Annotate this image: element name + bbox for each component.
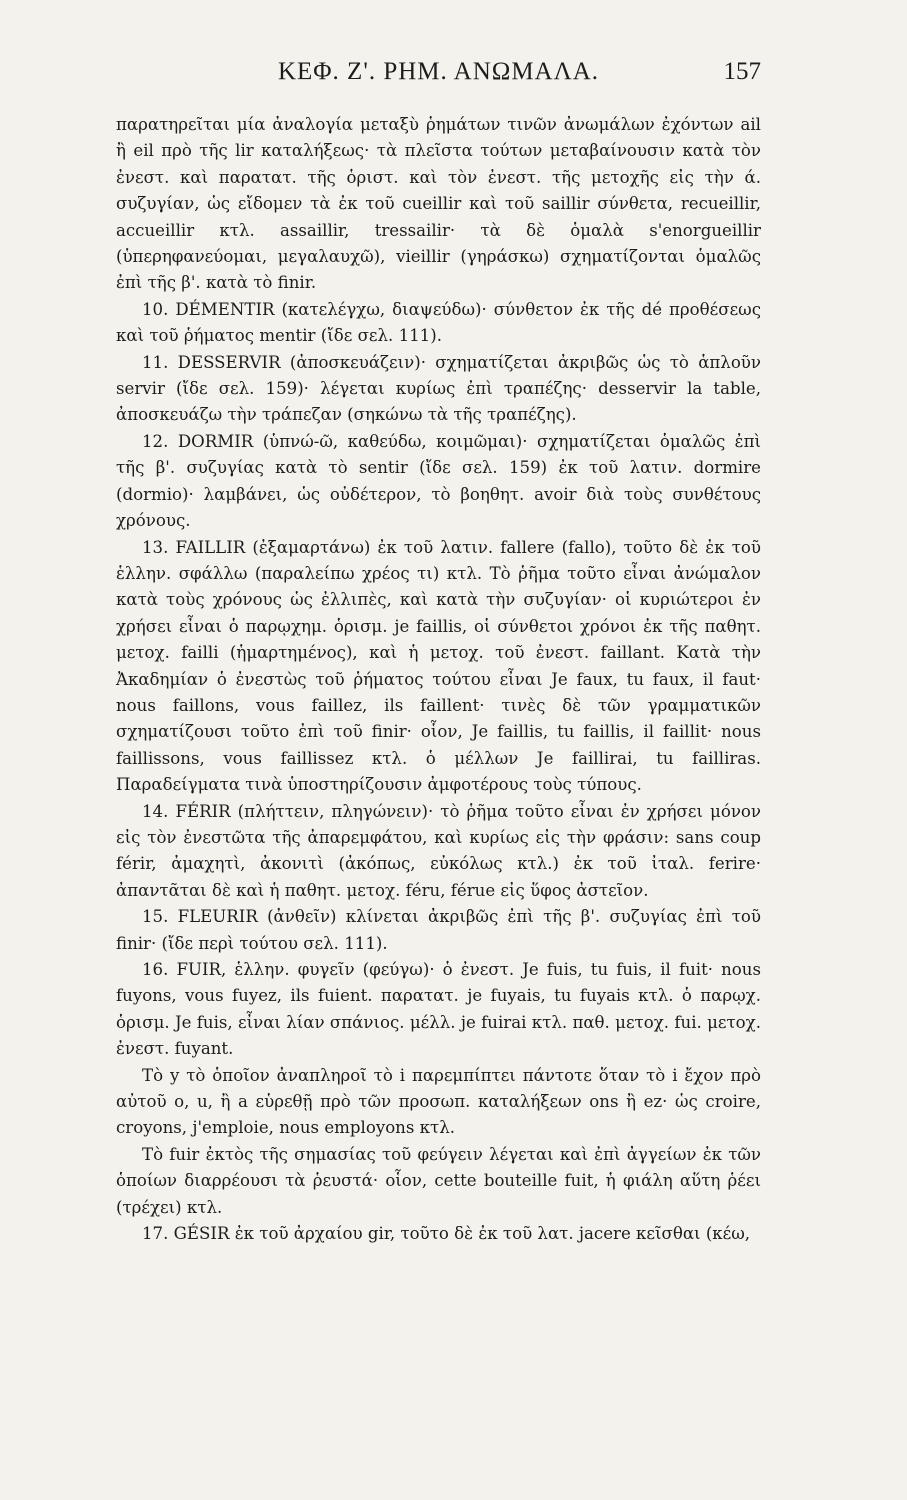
note-fuir-meaning: Τὸ fuir ἐκτὸς τῆς σημασίας τοῦ φεύγειν λέγεται καὶ ἐπὶ ἀγγείων ἐκ τῶν ὁποίων διαρρέουσι τὰ ῥευστά· οἷον, cette bouteille fuit, ἡ φιάλη αὕτη ῥέει (τρέχει) κτλ.: [116, 1144, 761, 1217]
page-header: [116, 58, 761, 104]
note-y-replacement: Τὸ y τὸ ὁποῖον ἀναπληροῖ τὸ i παρεμπίπτει πάντοτε ὅταν τὸ i ἔχον πρὸ αὐτοῦ o, u, ἢ a εὑρεθῇ πρὸ τῶν προσωπ. καταλήξεων ons ἢ ez· ὡς croire, croyons, j'emploie, nous employons κτλ.: [116, 1065, 761, 1138]
page-number: 157: [723, 58, 761, 85]
entry-faillir: 13. FAILLIR (ἐξαμαρτάνω) ἐκ τοῦ λατιν. fallere (fallo), τοῦτο δὲ ἐκ τοῦ ἑλλην. σφάλλω (παραλείπω χρέος τι) κτλ. Τὸ ῥῆμα τοῦτο εἶναι ἀνώμαλον κατὰ τοὺς χρόνους ὡς ἐλλιπὲς, καὶ κατὰ τὴν συζυγίαν· οἱ κυριώτεροι ἐν χρήσει εἶναι ὁ παρῳχημ. ὁρισμ. je faillis, οἱ σύνθετοι χρόνοι ἐκ τῆς παθητ. μετοχ. failli (ἡμαρτημένος), καὶ ἡ μετοχ. τοῦ ἐνεστ. faillant. Κατὰ τὴν Ἀκαδημίαν ὁ ἐνεστὼς τοῦ ῥήματος τούτου εἶναι Je faux, tu faux, il faut· nous faillons, vous faillez, ils faillent· τινὲς δὲ τῶν γραμματικῶν σχηματίζουσι τοῦτο ἐπὶ τοῦ finir· οἷον, Je faillis, tu faillis, il faillit· nous faillissons, vous faillissez κτλ. ὁ μέλλων Je faillirai, tu failliras. Παραδείγματα τινὰ ὑποστηρίζουσιν ἀμφοτέρους τοὺς τύπους.: [116, 537, 761, 795]
entry-desservir: 11. DESSERVIR (ἀποσκευάζειν)· σχηματίζεται ἀκριβῶς ὡς τὸ ἁπλοῦν servir (ἴδε σελ. 159)· λέγεται κυρίως ἐπὶ τραπέζης· desservir la table, ἀποσκευάζω τὴν τράπεζαν (σηκώνω τὰ τῆς τραπέζης).: [116, 352, 761, 425]
page-body: [116, 112, 761, 1247]
paragraph-intro: παρατηρεῖται μία ἀναλογία μεταξὺ ῥημάτων τινῶν ἀνωμάλων ἐχόντων ail ἢ eil πρὸ τῆς lir καταλήξεως· τὰ πλεῖστα τούτων μεταβαίνουσιν κατὰ τὸν ἐνεστ. καὶ παρατατ. τῆς ὁριστ. καὶ τὸν ἐνεστ. τῆς μετοχῆς εἰς τὴν ά. συζυγίαν, ὡς εἴδομεν τὰ ἐκ τοῦ cueillir καὶ τοῦ saillir σύνθετα, recueillir, accueillir κτλ. assaillir, tressailir· τὰ δὲ ὁμαλὰ s'enorgueillir (ὑπερηφανεύομαι, μεγαλαυχῶ), vieillir (γηράσκω) σχηματίζονται ὁμαλῶς ἐπὶ τῆς β'. κατὰ τὸ finir.: [116, 115, 761, 293]
entry-ferir: 14. FÉRIR (πλήττειν, πληγώνειν)· τὸ ῥῆμα τοῦτο εἶναι ἐν χρήσει μόνον εἰς τὸν ἐνεστῶτα τῆς ἀπαρεμφάτου, καὶ κυρίως εἰς τὴν φράσιν: sans coup férir, ἀμαχητὶ, ἀκονιτὶ (ἀκόπως, εὐκόλως κτλ.) ἐκ τοῦ ἰταλ. ferire· ἀπαντᾶται δὲ καὶ ἡ παθητ. μετοχ. féru, férue εἰς ὕφος ἀστεῖον.: [116, 801, 761, 900]
entry-fuir: 16. FUIR, ἑλλην. φυγεῖν (φεύγω)· ὁ ἐνεστ. Je fuis, tu fuis, il fuit· nous fuyons, vous fuyez, ils fuient. παρατατ. je fuyais, tu fuyais κτλ. ὁ παρῳχ. ὁρισμ. Je fuis, εἶναι λίαν σπάνιος. μέλλ. je fuirai κτλ. παθ. μετοχ. fui. μετοχ. ἐνεστ. fuyant.: [116, 960, 761, 1059]
entry-gesir: 17. GÉSIR ἐκ τοῦ ἀρχαίου gir, τοῦτο δὲ ἐκ τοῦ λατ. jacere κεῖσθαι (κέω,: [142, 1224, 751, 1244]
running-head: ΚΕΦ. Ζ'. ΡΗΜ. ΑΝΩΜΑΛΑ.: [277, 58, 600, 85]
entry-fleurir: 15. FLEURIR (ἀνθεῖν) κλίνεται ἀκριβῶς ἐπὶ τῆς β'. συζυγίας ἐπὶ τοῦ finir· (ἴδε περὶ τούτου σελ. 111).: [116, 907, 761, 953]
entry-dementir: 10. DÉMENTIR (κατελέγχω, διαψεύδω)· σύνθετον ἐκ τῆς dé προθέσεως καὶ τοῦ ῥήματος mentir (ἴδε σελ. 111).: [116, 299, 761, 346]
entry-dormir: 12. DORMIR (ὑπνώ-ῶ, καθεύδω, κοιμῶμαι)· σχηματίζεται ὁμαλῶς ἐπὶ τῆς β'. συζυγίας κατὰ τὸ sentir (ἴδε σελ. 159) ἐκ τοῦ λατιν. dormire (dormio)· λαμβάνει, ὡς οὐδέτερον, τὸ βοηθητ. avoir διὰ τοὺς συνθέτους χρόνους.: [116, 431, 761, 531]
